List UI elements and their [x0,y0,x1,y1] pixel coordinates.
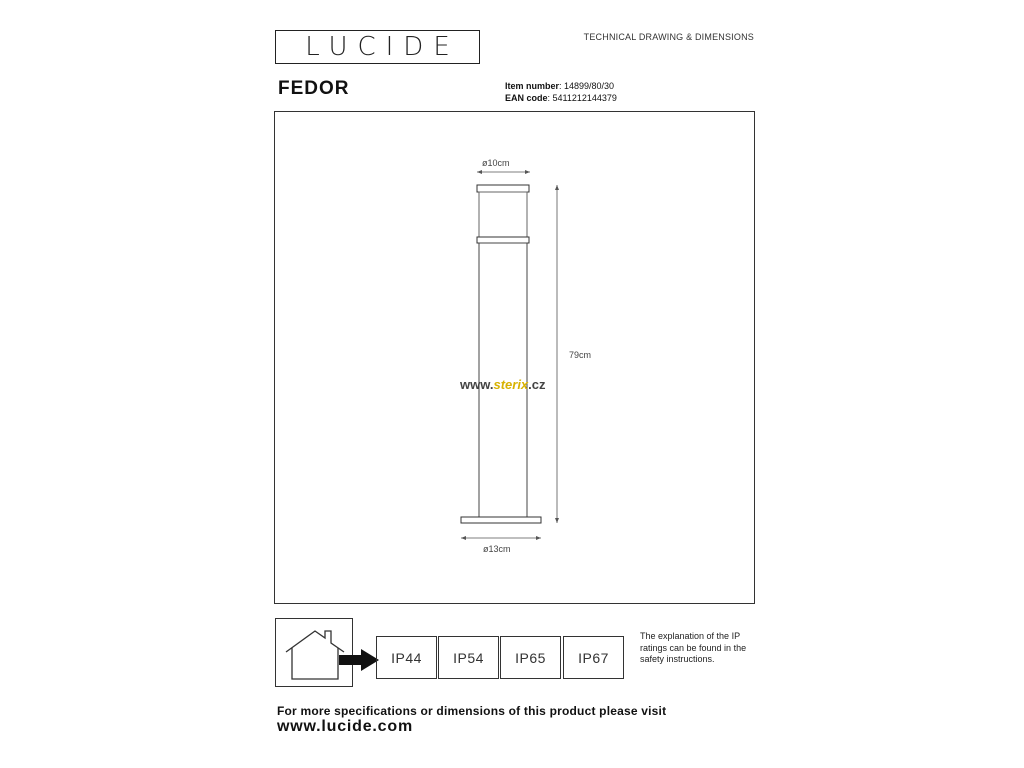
more-specs-text: For more specifications or dimensions of this product please visit [277,704,667,718]
base-diameter-label: ø13cm [483,544,511,554]
document-type: TECHNICAL DRAWING & DIMENSIONS [583,32,754,42]
height-label: 79cm [569,350,592,360]
base-diameter-dimension [461,536,541,540]
item-number-label: Item number [505,81,560,91]
ip-rating-ip65: IP65 [500,636,561,679]
ip-rating-ip44: IP44 [376,636,437,679]
top-diameter-dimension [477,170,530,174]
ip-rating-ip67: IP67 [563,636,624,679]
height-dimension [555,185,559,523]
watermark [460,377,546,392]
website-link[interactable]: www.lucide.com [277,718,413,735]
top-diameter-label: ø10cm [482,158,510,168]
watermark-brand: sterix [493,377,529,392]
watermark-suffix: .cz [528,377,546,392]
ean-label: EAN code [505,93,548,103]
ean-value: : 5411212144379 [547,93,617,103]
bollard-lamp-drawing [461,185,541,523]
item-number-value: : 14899/80/30 [559,81,615,91]
ip-rating-ip54: IP54 [438,636,499,679]
ip-rating-note: The explanation of the IP ratings can be found in the safety instructions. [640,631,747,664]
product-name: FEDOR [278,78,350,99]
arrow-icon [337,648,381,672]
watermark-prefix: www. [460,377,494,392]
logo-text: LUCIDE [305,32,460,62]
